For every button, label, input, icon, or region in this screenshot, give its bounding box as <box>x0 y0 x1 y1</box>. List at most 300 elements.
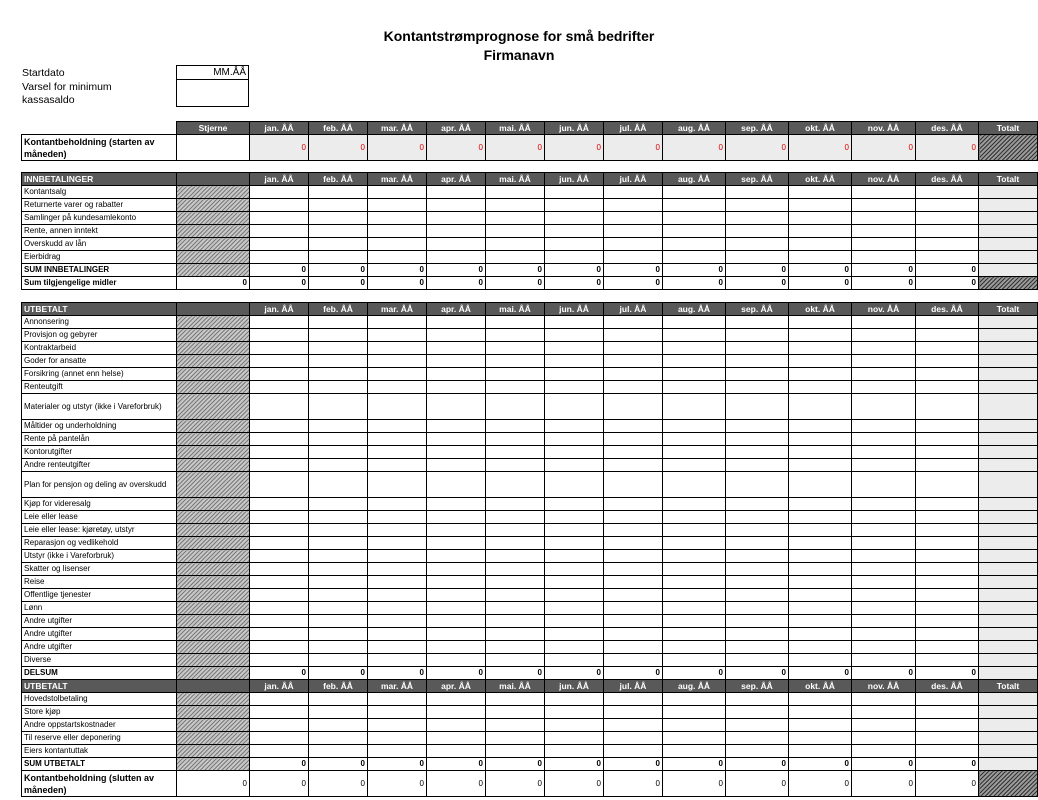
month-cell[interactable] <box>309 446 368 459</box>
month-cell[interactable] <box>427 420 486 433</box>
month-cell[interactable] <box>663 238 726 251</box>
month-cell[interactable] <box>663 576 726 589</box>
month-cell[interactable] <box>486 251 545 264</box>
month-cell[interactable] <box>486 186 545 199</box>
month-cell[interactable] <box>368 628 427 641</box>
month-cell[interactable] <box>368 238 427 251</box>
month-cell[interactable] <box>663 602 726 615</box>
month-cell[interactable] <box>427 212 486 225</box>
month-cell[interactable] <box>663 199 726 212</box>
month-cell[interactable] <box>427 576 486 589</box>
month-cell[interactable] <box>726 368 789 381</box>
month-cell[interactable] <box>250 641 309 654</box>
month-cell[interactable] <box>545 446 604 459</box>
month-cell[interactable] <box>789 550 852 563</box>
month-cell[interactable] <box>726 628 789 641</box>
month-cell[interactable] <box>545 576 604 589</box>
month-cell[interactable] <box>852 433 916 446</box>
month-cell[interactable] <box>916 719 979 732</box>
month-cell[interactable] <box>309 199 368 212</box>
month-cell[interactable] <box>250 433 309 446</box>
month-cell[interactable] <box>852 511 916 524</box>
month-cell[interactable] <box>545 550 604 563</box>
month-cell[interactable] <box>916 342 979 355</box>
month-cell[interactable] <box>916 225 979 238</box>
month-cell[interactable] <box>309 316 368 329</box>
month-cell[interactable] <box>916 433 979 446</box>
month-cell[interactable] <box>250 719 309 732</box>
month-cell[interactable] <box>545 511 604 524</box>
month-cell[interactable] <box>604 511 663 524</box>
month-cell[interactable] <box>726 745 789 758</box>
month-cell[interactable] <box>604 615 663 628</box>
month-cell[interactable] <box>604 459 663 472</box>
month-cell[interactable] <box>604 472 663 498</box>
month-cell[interactable] <box>427 186 486 199</box>
month-cell[interactable] <box>789 576 852 589</box>
month-cell[interactable] <box>916 472 979 498</box>
month-cell[interactable] <box>309 186 368 199</box>
month-cell[interactable] <box>604 589 663 602</box>
month-cell[interactable] <box>545 615 604 628</box>
month-cell[interactable] <box>726 316 789 329</box>
month-cell[interactable] <box>726 199 789 212</box>
month-cell[interactable] <box>726 446 789 459</box>
month-cell[interactable] <box>852 732 916 745</box>
month-cell[interactable] <box>726 186 789 199</box>
month-cell[interactable] <box>427 615 486 628</box>
month-cell[interactable] <box>852 745 916 758</box>
month-cell[interactable] <box>604 524 663 537</box>
month-cell[interactable] <box>789 693 852 706</box>
month-cell[interactable] <box>427 316 486 329</box>
month-cell[interactable] <box>368 732 427 745</box>
month-cell[interactable] <box>368 498 427 511</box>
month-cell[interactable] <box>789 498 852 511</box>
month-cell[interactable] <box>916 329 979 342</box>
month-cell[interactable] <box>368 550 427 563</box>
month-cell[interactable] <box>726 511 789 524</box>
month-cell[interactable] <box>486 446 545 459</box>
month-cell[interactable] <box>250 199 309 212</box>
month-cell[interactable] <box>852 238 916 251</box>
month-cell[interactable] <box>309 238 368 251</box>
month-cell[interactable] <box>663 251 726 264</box>
month-cell[interactable] <box>486 628 545 641</box>
month-cell[interactable] <box>309 368 368 381</box>
month-cell[interactable] <box>545 199 604 212</box>
month-cell[interactable] <box>250 472 309 498</box>
month-cell[interactable] <box>852 446 916 459</box>
month-cell[interactable] <box>486 199 545 212</box>
month-cell[interactable] <box>726 732 789 745</box>
month-cell[interactable] <box>486 602 545 615</box>
month-cell[interactable] <box>916 394 979 420</box>
month-cell[interactable] <box>916 654 979 667</box>
month-cell[interactable] <box>663 511 726 524</box>
month-cell[interactable] <box>368 602 427 615</box>
month-cell[interactable] <box>852 199 916 212</box>
month-cell[interactable] <box>368 212 427 225</box>
month-cell[interactable] <box>250 212 309 225</box>
month-cell[interactable] <box>486 745 545 758</box>
month-cell[interactable] <box>486 212 545 225</box>
month-cell[interactable] <box>545 212 604 225</box>
month-cell[interactable] <box>309 459 368 472</box>
month-cell[interactable] <box>427 550 486 563</box>
month-cell[interactable] <box>368 199 427 212</box>
month-cell[interactable] <box>604 628 663 641</box>
month-cell[interactable] <box>545 563 604 576</box>
month-cell[interactable] <box>427 472 486 498</box>
month-cell[interactable] <box>916 238 979 251</box>
month-cell[interactable] <box>309 615 368 628</box>
month-cell[interactable] <box>309 719 368 732</box>
month-cell[interactable] <box>789 316 852 329</box>
month-cell[interactable] <box>916 628 979 641</box>
month-cell[interactable] <box>427 329 486 342</box>
month-cell[interactable] <box>604 745 663 758</box>
month-cell[interactable] <box>726 524 789 537</box>
month-cell[interactable] <box>852 706 916 719</box>
month-cell[interactable] <box>250 589 309 602</box>
month-cell[interactable] <box>309 342 368 355</box>
month-cell[interactable] <box>604 420 663 433</box>
month-cell[interactable] <box>427 394 486 420</box>
month-cell[interactable] <box>486 394 545 420</box>
month-cell[interactable] <box>545 251 604 264</box>
month-cell[interactable] <box>250 511 309 524</box>
month-cell[interactable] <box>604 498 663 511</box>
month-cell[interactable] <box>545 316 604 329</box>
month-cell[interactable] <box>916 706 979 719</box>
month-cell[interactable] <box>852 693 916 706</box>
month-cell[interactable] <box>916 524 979 537</box>
month-cell[interactable] <box>789 251 852 264</box>
month-cell[interactable] <box>916 615 979 628</box>
month-cell[interactable] <box>427 433 486 446</box>
month-cell[interactable] <box>250 550 309 563</box>
month-cell[interactable] <box>789 628 852 641</box>
month-cell[interactable] <box>545 329 604 342</box>
month-cell[interactable] <box>726 602 789 615</box>
month-cell[interactable] <box>852 472 916 498</box>
month-cell[interactable] <box>852 524 916 537</box>
month-cell[interactable] <box>545 238 604 251</box>
month-cell[interactable] <box>486 641 545 654</box>
month-cell[interactable] <box>545 472 604 498</box>
min-balance-input[interactable] <box>176 79 249 107</box>
month-cell[interactable] <box>789 602 852 615</box>
month-cell[interactable] <box>789 563 852 576</box>
month-cell[interactable] <box>663 654 726 667</box>
start-date-input[interactable]: MM.ÅÅ <box>176 65 249 80</box>
month-cell[interactable] <box>663 550 726 563</box>
month-cell[interactable] <box>789 225 852 238</box>
month-cell[interactable] <box>309 225 368 238</box>
month-cell[interactable] <box>726 329 789 342</box>
month-cell[interactable] <box>789 212 852 225</box>
month-cell[interactable] <box>726 719 789 732</box>
month-cell[interactable] <box>852 368 916 381</box>
month-cell[interactable] <box>604 719 663 732</box>
month-cell[interactable] <box>368 342 427 355</box>
month-cell[interactable] <box>663 368 726 381</box>
month-cell[interactable] <box>726 212 789 225</box>
month-cell[interactable] <box>545 459 604 472</box>
month-cell[interactable] <box>368 433 427 446</box>
month-cell[interactable] <box>486 589 545 602</box>
month-cell[interactable] <box>250 329 309 342</box>
month-cell[interactable] <box>726 589 789 602</box>
month-cell[interactable] <box>604 225 663 238</box>
month-cell[interactable] <box>604 563 663 576</box>
month-cell[interactable] <box>604 654 663 667</box>
month-cell[interactable] <box>916 420 979 433</box>
month-cell[interactable] <box>309 576 368 589</box>
month-cell[interactable] <box>486 537 545 550</box>
month-cell[interactable] <box>604 238 663 251</box>
month-cell[interactable] <box>604 706 663 719</box>
month-cell[interactable] <box>604 433 663 446</box>
month-cell[interactable] <box>309 563 368 576</box>
month-cell[interactable] <box>309 537 368 550</box>
month-cell[interactable] <box>789 199 852 212</box>
month-cell[interactable] <box>604 355 663 368</box>
month-cell[interactable] <box>309 628 368 641</box>
month-cell[interactable] <box>604 732 663 745</box>
month-cell[interactable] <box>309 433 368 446</box>
month-cell[interactable] <box>916 576 979 589</box>
month-cell[interactable] <box>368 394 427 420</box>
month-cell[interactable] <box>604 186 663 199</box>
month-cell[interactable] <box>663 186 726 199</box>
month-cell[interactable] <box>427 602 486 615</box>
month-cell[interactable] <box>545 381 604 394</box>
month-cell[interactable] <box>852 719 916 732</box>
month-cell[interactable] <box>486 719 545 732</box>
month-cell[interactable] <box>368 368 427 381</box>
month-cell[interactable] <box>545 420 604 433</box>
month-cell[interactable] <box>726 654 789 667</box>
month-cell[interactable] <box>852 225 916 238</box>
month-cell[interactable] <box>486 368 545 381</box>
month-cell[interactable] <box>789 368 852 381</box>
month-cell[interactable] <box>486 615 545 628</box>
month-cell[interactable] <box>250 602 309 615</box>
month-cell[interactable] <box>789 524 852 537</box>
month-cell[interactable] <box>545 589 604 602</box>
month-cell[interactable] <box>852 563 916 576</box>
month-cell[interactable] <box>545 186 604 199</box>
star-cell[interactable] <box>177 135 250 161</box>
month-cell[interactable] <box>309 745 368 758</box>
month-cell[interactable] <box>486 433 545 446</box>
month-cell[interactable] <box>309 251 368 264</box>
month-cell[interactable] <box>368 693 427 706</box>
month-cell[interactable] <box>545 225 604 238</box>
month-cell[interactable] <box>309 420 368 433</box>
month-cell[interactable] <box>427 459 486 472</box>
month-cell[interactable] <box>368 251 427 264</box>
month-cell[interactable] <box>427 745 486 758</box>
month-cell[interactable] <box>368 641 427 654</box>
month-cell[interactable] <box>663 563 726 576</box>
month-cell[interactable] <box>250 381 309 394</box>
month-cell[interactable] <box>604 251 663 264</box>
month-cell[interactable] <box>368 355 427 368</box>
month-cell[interactable] <box>250 225 309 238</box>
month-cell[interactable] <box>789 433 852 446</box>
month-cell[interactable] <box>427 446 486 459</box>
month-cell[interactable] <box>852 498 916 511</box>
month-cell[interactable] <box>852 381 916 394</box>
month-cell[interactable] <box>545 342 604 355</box>
month-cell[interactable] <box>427 628 486 641</box>
month-cell[interactable] <box>309 394 368 420</box>
month-cell[interactable] <box>368 524 427 537</box>
month-cell[interactable] <box>852 420 916 433</box>
month-cell[interactable] <box>663 420 726 433</box>
month-cell[interactable] <box>427 719 486 732</box>
month-cell[interactable] <box>427 693 486 706</box>
month-cell[interactable] <box>604 446 663 459</box>
month-cell[interactable] <box>789 420 852 433</box>
month-cell[interactable] <box>486 706 545 719</box>
month-cell[interactable] <box>486 329 545 342</box>
month-cell[interactable] <box>250 238 309 251</box>
month-cell[interactable] <box>368 511 427 524</box>
month-cell[interactable] <box>789 615 852 628</box>
month-cell[interactable] <box>726 641 789 654</box>
month-cell[interactable] <box>427 342 486 355</box>
month-cell[interactable] <box>726 342 789 355</box>
month-cell[interactable] <box>916 745 979 758</box>
month-cell[interactable] <box>250 355 309 368</box>
month-cell[interactable] <box>486 654 545 667</box>
month-cell[interactable] <box>486 576 545 589</box>
month-cell[interactable] <box>916 186 979 199</box>
month-cell[interactable] <box>726 355 789 368</box>
month-cell[interactable] <box>545 394 604 420</box>
month-cell[interactable] <box>789 329 852 342</box>
month-cell[interactable] <box>916 511 979 524</box>
month-cell[interactable] <box>427 225 486 238</box>
month-cell[interactable] <box>916 537 979 550</box>
month-cell[interactable] <box>916 355 979 368</box>
month-cell[interactable] <box>427 641 486 654</box>
month-cell[interactable] <box>916 212 979 225</box>
month-cell[interactable] <box>663 589 726 602</box>
month-cell[interactable] <box>368 225 427 238</box>
month-cell[interactable] <box>545 628 604 641</box>
month-cell[interactable] <box>916 693 979 706</box>
month-cell[interactable] <box>250 498 309 511</box>
month-cell[interactable] <box>250 654 309 667</box>
month-cell[interactable] <box>309 589 368 602</box>
month-cell[interactable] <box>663 446 726 459</box>
month-cell[interactable] <box>916 199 979 212</box>
month-cell[interactable] <box>427 654 486 667</box>
month-cell[interactable] <box>427 563 486 576</box>
month-cell[interactable] <box>309 329 368 342</box>
month-cell[interactable] <box>250 342 309 355</box>
month-cell[interactable] <box>545 706 604 719</box>
month-cell[interactable] <box>427 511 486 524</box>
month-cell[interactable] <box>368 745 427 758</box>
month-cell[interactable] <box>726 238 789 251</box>
month-cell[interactable] <box>916 602 979 615</box>
month-cell[interactable] <box>250 745 309 758</box>
month-cell[interactable] <box>368 459 427 472</box>
month-cell[interactable] <box>663 316 726 329</box>
month-cell[interactable] <box>663 693 726 706</box>
month-cell[interactable] <box>852 537 916 550</box>
month-cell[interactable] <box>545 524 604 537</box>
month-cell[interactable] <box>368 381 427 394</box>
month-cell[interactable] <box>545 641 604 654</box>
month-cell[interactable] <box>309 602 368 615</box>
month-cell[interactable] <box>789 511 852 524</box>
month-cell[interactable] <box>852 459 916 472</box>
month-cell[interactable] <box>486 355 545 368</box>
month-cell[interactable] <box>789 641 852 654</box>
month-cell[interactable] <box>486 524 545 537</box>
month-cell[interactable] <box>789 732 852 745</box>
month-cell[interactable] <box>604 602 663 615</box>
month-cell[interactable] <box>368 589 427 602</box>
month-cell[interactable] <box>368 186 427 199</box>
month-cell[interactable] <box>604 550 663 563</box>
month-cell[interactable] <box>604 381 663 394</box>
month-cell[interactable] <box>427 524 486 537</box>
month-cell[interactable] <box>427 381 486 394</box>
month-cell[interactable] <box>309 381 368 394</box>
month-cell[interactable] <box>726 615 789 628</box>
month-cell[interactable] <box>663 329 726 342</box>
month-cell[interactable] <box>726 706 789 719</box>
month-cell[interactable] <box>663 732 726 745</box>
month-cell[interactable] <box>486 238 545 251</box>
month-cell[interactable] <box>309 706 368 719</box>
month-cell[interactable] <box>726 225 789 238</box>
month-cell[interactable] <box>545 719 604 732</box>
month-cell[interactable] <box>916 732 979 745</box>
month-cell[interactable] <box>250 186 309 199</box>
month-cell[interactable] <box>852 589 916 602</box>
month-cell[interactable] <box>427 706 486 719</box>
month-cell[interactable] <box>604 537 663 550</box>
month-cell[interactable] <box>726 550 789 563</box>
month-cell[interactable] <box>852 576 916 589</box>
month-cell[interactable] <box>789 472 852 498</box>
month-cell[interactable] <box>545 654 604 667</box>
month-cell[interactable] <box>852 628 916 641</box>
month-cell[interactable] <box>427 732 486 745</box>
month-cell[interactable] <box>789 459 852 472</box>
month-cell[interactable] <box>789 381 852 394</box>
month-cell[interactable] <box>545 602 604 615</box>
month-cell[interactable] <box>545 745 604 758</box>
month-cell[interactable] <box>663 498 726 511</box>
month-cell[interactable] <box>309 654 368 667</box>
month-cell[interactable] <box>604 693 663 706</box>
month-cell[interactable] <box>852 394 916 420</box>
month-cell[interactable] <box>309 641 368 654</box>
month-cell[interactable] <box>663 394 726 420</box>
month-cell[interactable] <box>486 550 545 563</box>
month-cell[interactable] <box>852 641 916 654</box>
